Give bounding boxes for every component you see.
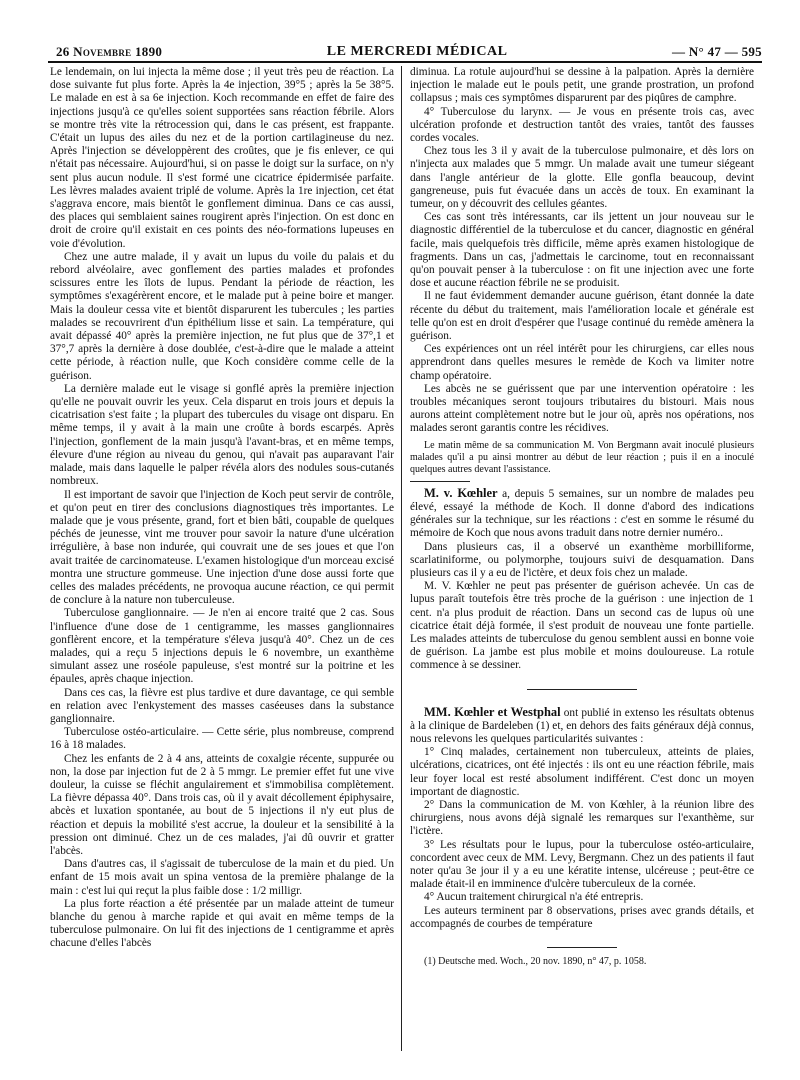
paragraph: Le lendemain, on lui injecta la même dose ; il yeut très peu de réaction. La dose suivante fut plus forte. Après la 4e injection, 39°5 ; après la 5e 38°5. Le malade en est à sa 6e injection. Koch recommande en effet de faire des injections jusqu'à ce qu'elles soient supportées sans réaction fébrile. Alors se montre très vite la rétrocession qui, dans le cas présent, est frappante. C'était un lupus des ailes du nez et de la portion cartilagineuse du nez. Après l'injection se développèrent des croûtes, que je fis enlever, ce qui n'était pas nécessaire. Aujourd'hui, si on passe le doigt sur la surface, on n'y sent plus aucun nodule. Il s'est formé une cicatrice épidermisée parfaite. Les lèvres malades avaient triplé de volume. Après la 1re injection, cet état s'aggrava encore, mais bientôt le gonflement diminua. Dans ce cas aussi, des places qui semblaient saines rougirent après l'injection. On est donc en droit de croire qu'il existait en ces points des néo-formations lupeuses en voie d'évolution.	[50, 66, 394, 250]
paragraph: Dans plusieurs cas, il a observé un exanthème morbilliforme, scarlatiniforme, ou polymorphe, toujours suivi de desquamation. Dans plusieurs cas il y a eu de l'ictère, et deux fois chez un malade.	[410, 540, 754, 579]
header-rule	[48, 61, 762, 63]
paragraph: Dans ces cas, la fièvre est plus tardive et dure davantage, ce qui semble en relation avec l'enkystement des masses caséeuses dans la substance ganglionnaire.	[50, 686, 394, 725]
paragraph: 3° Les résultats pour le lupus, pour la tuberculose ostéo-articulaire, concordent avec ceux de MM. Levy, Bergmann. Chez un des patients il faut noter qu'au 3e jour il y a eu une kératite intense, ulcéreuse ; peut-être ce malade était-il en imminence d'ulcère tuberculeux de la cornée.	[410, 838, 754, 891]
paragraph: Les auteurs terminent par 8 observations, prises avec grands détails, et accompagnés de courbes de température	[410, 904, 754, 930]
paragraph: Ces expériences ont un réel intérêt pour les chirurgiens, car elles nous apprendront dans quelles mesures le remède de Koch va limiter notre champ opératoire.	[410, 343, 754, 382]
footnote-rule	[547, 947, 617, 948]
paragraph: La dernière malade eut le visage si gonflé après la première injection qu'elle ne pouvait ouvrir les yeux. Cela disparut en trois jours et depuis la cicatrisation s'est faite ; la plupart des tubercules du visage ont disparu. En même temps, il y avait à la main une croûte à bords escarpés. Après l'injection, gonflement de la main jusqu'à l'avant-bras, et en même temps, élevure d'une région au niveau du genou, qui n'avait pas auparavant l'air malade, mais dans laquelle le palper révéla alors des nodules sous-cutanés nombreux.	[50, 382, 394, 488]
paragraph: Il est important de savoir que l'injection de Koch peut servir de contrôle, et qu'on peut en tirer des conclusions diagnostiques très importantes. Le malade que je vous présente, grand, fort et bien bâti, coupable de quelques péchés de jeunesse, vint me trouver pour savoir la nature d'une ulcération irrégulière, à base non indurée, qui couvrait une de ses joues et que l'on avait traitée de carcinomateuse. L'examen histologique d'un morceau excisé montra une structure gommeuse. Une injection d'une dose aussi forte que celles des malades précédents, ne provoqua aucune réaction, ce qui permit de conclure à la nature non tuberculeuse.	[50, 488, 394, 607]
paragraph: Chez une autre malade, il y avait un lupus du voile du palais et du rebord alvéolaire, avec gonflement des parties malades et profondes scissures entre les îlots de lupus. Pendant la période de réaction, les symptômes s'exagérèrent encore, et le malade put à peine boire et manger. Mais la douleur cessa vite et bientôt disparurent les tubercules ; les parties malades se recouvrirent d'un épithélium lisse et sain. La température, qui avait dépassé 40° après la première injection, ne fut plus que de 37°,1 et 37°,7 après la dernière à dose doublée, c'est-à-dire que le malade a atteint cette période, à réaction nulle, que Koch considère comme celle de la guérison.	[50, 250, 394, 382]
paragraph: 2° Dans la communication de M. von Kœhler, à la réunion libre des chirurgiens, nous avons déjà signalé les remarques sur l'exanthème, sur l'ictère.	[410, 798, 754, 838]
section-separator	[410, 481, 470, 482]
paragraph: Chez tous les 3 il y avait de la tuberculose pulmonaire, et dès lors on n'injecta aux malades que 5 mmgr. Un malade avait une tumeur siégeant dans l'angle antérieur de la glotte. Elle gonfla beaucoup, devint gangreneuse, puis fut évacuée dans un accès de toux. En examinant la tumeur, on y découvrit des cellules géantes.	[410, 145, 754, 211]
author-name: M. v. Kœhler	[424, 485, 498, 500]
paragraph: La plus forte réaction a été présentée par un malade atteint de tumeur blanche du genou à marche rapide et qui avait en même temps de la tuberculose pulmonaire. On lui fit des injections de 1 centigramme et après chacune d'elles l'abcès	[50, 897, 394, 950]
right-column	[410, 66, 754, 1051]
journal-title: LE MERCREDI MÉDICAL	[326, 44, 508, 59]
paragraph: Tuberculose ostéo-articulaire. — Cette série, plus nombreuse, comprend 16 à 18 malades.	[50, 726, 394, 752]
koehler-lead-paragraph	[410, 487, 754, 541]
section-separator	[527, 689, 637, 690]
paragraph: Chez les enfants de 2 à 4 ans, atteints de coxalgie récente, suppurée ou non, la dose par injection fut de 2 à 5 mmgr. Le premier effet fut une vive douleur, la cuisse se fléchit angulairement et s'immobilisa complètement. La fièvre dépassa 40°. Dans trois cas, où il y avait décollement épiphysaire, abcès et luxation spontanée, au bout de 5 injections il n'y eut plus de réaction et depuis la mobilité s'est accrue, la douleur et la sensibilité à la pression ont diminué. Chez un de ces malades, j'ai dû ouvrir et gratter l'abcès.	[50, 752, 394, 857]
editor-note	[410, 440, 754, 476]
paragraph: diminua. La rotule aujourd'hui se dessine à la palpation. Après la dernière injection le malade eut le pouls petit, une grande prostration, un profond collapsus ; mais ces symptômes disparurent par des piqûres de camphre.	[410, 66, 754, 105]
paragraph: Tuberculose ganglionnaire. — Je n'en ai encore traité que 2 cas. Sous l'influence d'une dose de 1 centigramme, les masses ganglionnaires gonflèrent encore, et la température s'éleva jusqu'à 40°. Chez un de ces malades, qui a reçu 5 injections depuis le 6 novembre, un exanthème simulant assez une roséole papuleuse, s'est montré sur la poitrine et les épaules, après chaque injection.	[50, 607, 394, 686]
paragraph: 4° Tuberculose du larynx. — Je vous en présente trois cas, avec ulcération profonde et destruction tantôt des vraies, tantôt des fausses cordes vocales.	[410, 105, 754, 145]
paragraph: 4° Aucun traitement chirurgical n'a été entrepris.	[424, 891, 644, 904]
column-divider	[401, 66, 402, 1051]
issue-page-number: — N° 47 — 595	[671, 44, 762, 59]
paragraph: M. V. Kœhler ne peut pas présenter de guérison achevée. Un cas de lupus paraît toutefois être très proche de la guérison : une injection de 1 cent. n'a plus produit de réaction. Dans un second cas de lupus où une cicatrice était déjà formée, il s'est produit de nouveau une fonte partielle. Les malades atteints de tuberculose du genou semblent aussi en bonne voie de guérison. La jambe est plus mobile et moins douloureuse. La rotule commence à se dessiner.	[410, 580, 754, 672]
paragraph: Ces cas sont très intéressants, car ils jettent un jour nouveau sur le diagnostic différentiel de la tuberculose et du cancer, diagnostic en général facile, mais quelquefois très difficile, même après examen histologique de fragments. Dans un cas, j'admettais le carcinome, tout en reconnaissant qu'on pouvait penser à la tuberculose : on fit une injection avec une forte dose et aucune réaction fébrile ne se produisit.	[410, 211, 754, 290]
paragraph: Les abcès ne se guérissent que par une intervention opératoire : les troubles mécaniques seront toujours tributaires du bistouri. Mais nous aurons atteint complètement notre but le jour où, après nos opérations, nos malades seront garantis contre les récidives.	[410, 382, 754, 435]
paragraph: Dans d'autres cas, il s'agissait de tuberculose de la main et du pied. Un enfant de 15 mois avait un spina ventosa de la première phalange de la main : c'est lui qui reçut la plus faible dose : 1/2 milligr.	[50, 858, 394, 897]
lead-text: a, depuis 5 semaines, sur un nombre de malades peu élevé, essayé la méthode de Koch. Il donne d'abord des indications générales sur la technique, sur les réactions : c'est en somme le résumé du mémoire de Koch que nous avons traduit dans notre dernier numéro..	[410, 487, 754, 540]
footnote: (1) Deutsche med. Woch., 20 nov. 1890, n° 47, p. 1058.	[424, 955, 647, 967]
westphal-lead-paragraph	[410, 706, 754, 747]
lead-text: ont publié in extenso les résultats obtenus à la clinique de Bardeleben (1) et, en dehors des faits généraux déjà connus, nous relevons les quelques particularités suivantes :	[410, 706, 754, 745]
paragraph: 1° Cinq malades, certainement non tuberculeux, atteints de plaies, ulcérations, cicatrices, ont été injectés : ils ont eu une réaction fébrile, mais leur foyer local est resté absolument indifférent. C'est donc un moyen important de diagnostic.	[410, 746, 754, 798]
header-date: 26 Novembre 1890	[56, 44, 163, 59]
running-header	[56, 38, 762, 60]
paragraph: Il ne faut évidemment demander aucune guérison, étant donnée la date récente du début du traitement, mais l'amélioration locale et générale est telle qu'on est en droit d'espérer que l'usage continué du remède amènera la guérison.	[410, 290, 754, 343]
note-text: Le matin même de sa communication M. Von Bergmann avait inoculé plusieurs malades qu'il a pu ainsi montrer au début de leur réaction ; puis il en a inoculé quelques autres devant l'assistance.	[410, 439, 754, 475]
left-column	[50, 66, 394, 1051]
author-name: MM. Kœhler et Westphal	[424, 704, 561, 719]
